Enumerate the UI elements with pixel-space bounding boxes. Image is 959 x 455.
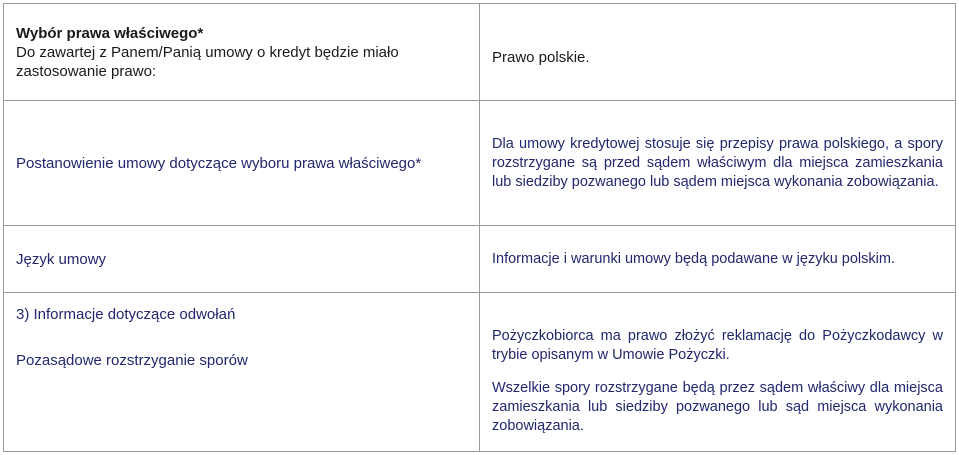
table-row-law-clause xyxy=(4,101,956,226)
law-clause-label-cell xyxy=(4,101,480,226)
governing-law-value: Prawo polskie. xyxy=(492,49,590,66)
law-clause-value-cell xyxy=(480,101,956,226)
info-table-frame xyxy=(3,3,955,451)
governing-law-value-cell xyxy=(480,4,956,101)
law-clause-value: Dla umowy kredytowej stosuje się przepisy prawa polskiego, a spory rozstrzygane są przed sądem właściwym dla miejsca zamieszkania lub siedziby pozwanego lub sądem miejsca wykonania zobowiązania. xyxy=(492,135,943,190)
complaints-paragraph-1: Pożyczkobiorca ma prawo złożyć reklamację do Pożyczkodawcy w trybie opisanym w Umowie Pożyczki. xyxy=(492,328,943,363)
section-3-title: 3) Informacje dotyczące odwołań xyxy=(16,306,236,323)
table-row-complaints xyxy=(4,293,956,452)
contract-language-value: Informacje i warunki umowy będą podawane w języku polskim. xyxy=(492,250,895,267)
table-row-contract-language xyxy=(4,226,956,293)
governing-law-description: Do zawartej z Panem/Panią umowy o kredyt będzie miało zastosowanie prawo: xyxy=(16,43,399,80)
contract-language-label-cell xyxy=(4,226,480,293)
contract-info-table xyxy=(3,3,956,452)
contract-language-label: Język umowy xyxy=(16,250,107,268)
contract-language-value-cell xyxy=(480,226,956,293)
dispute-resolution-label: Pozasądowe rozstrzyganie sporów xyxy=(16,352,248,369)
governing-law-label-cell xyxy=(4,4,480,101)
complaints-value-cell xyxy=(480,293,956,452)
table-row-governing-law xyxy=(4,4,956,101)
governing-law-title: Wybór prawa właściwego* xyxy=(16,24,204,42)
complaints-label-cell xyxy=(4,293,480,452)
law-clause-label: Postanowienie umowy dotyczące wyboru prawa właściwego* xyxy=(16,154,422,172)
complaints-paragraph-2: Wszelkie spory rozstrzygane będą przez sądem właściwy dla miejsca zamieszkania lub siedziby pozwanego lub sąd miejsca wykonania zobowiązania. xyxy=(492,380,943,434)
